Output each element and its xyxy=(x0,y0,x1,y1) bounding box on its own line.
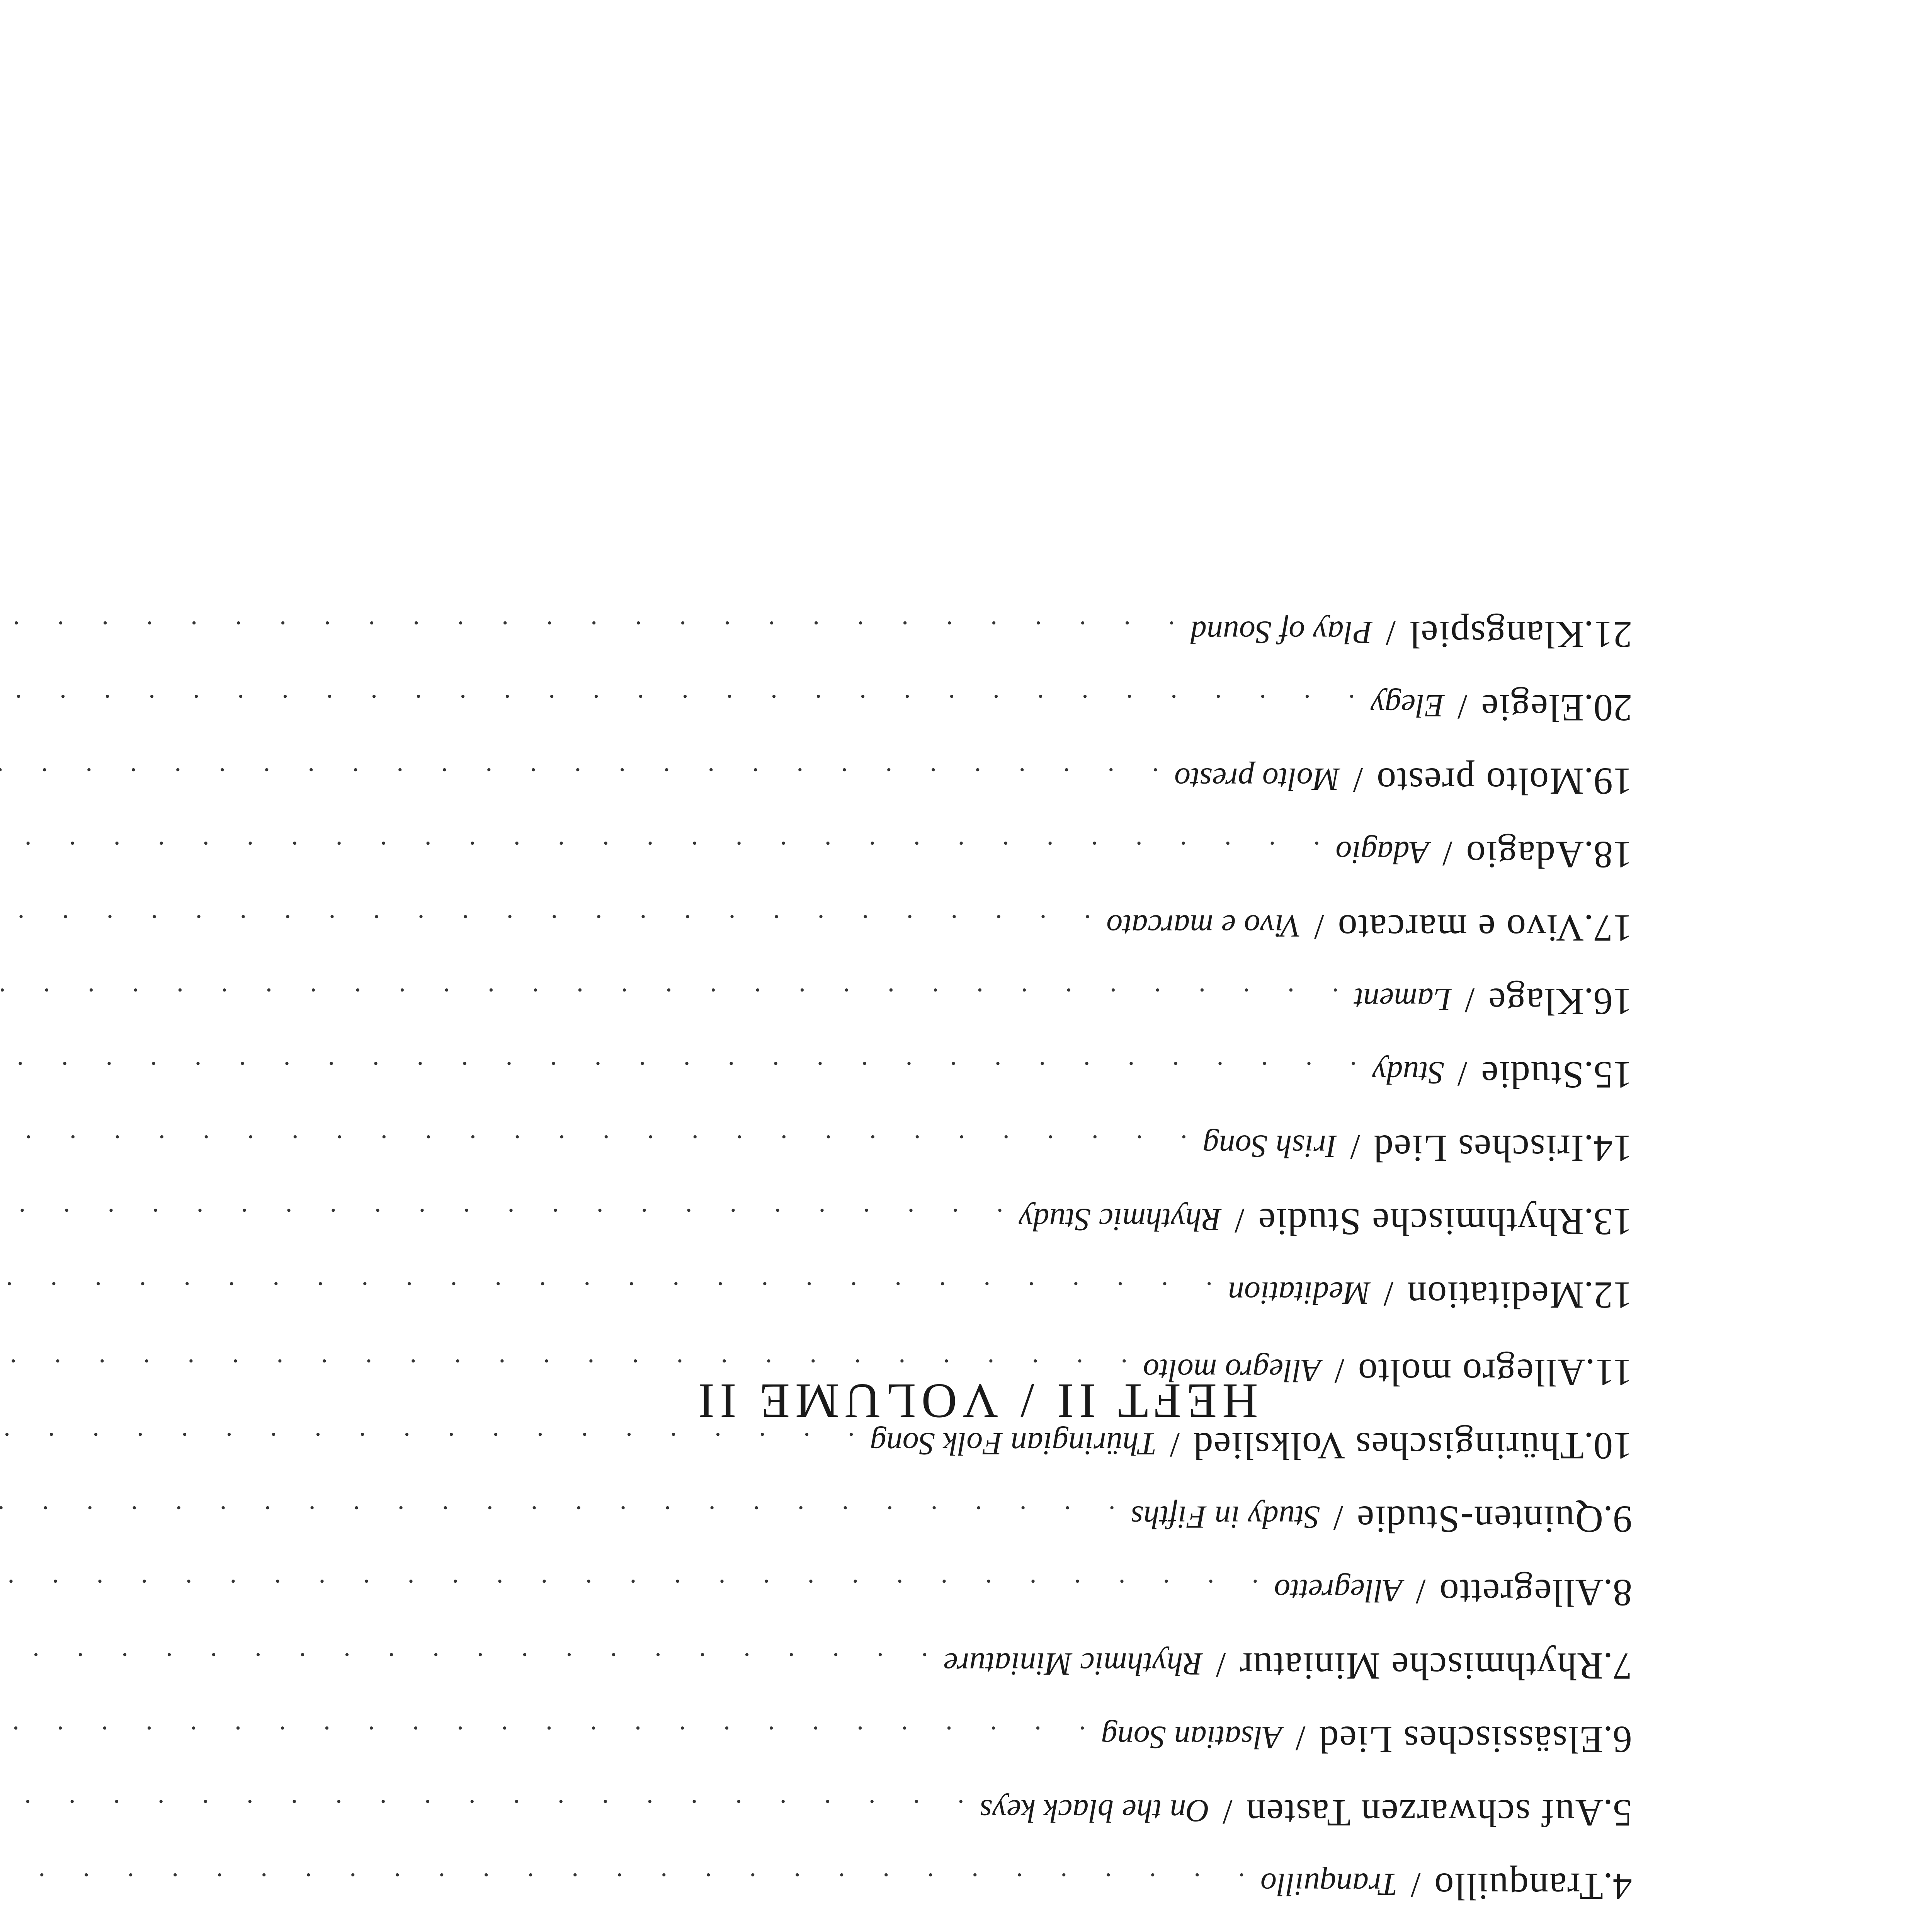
entry-separator: / xyxy=(1334,1352,1344,1391)
entry-separator: / xyxy=(1442,834,1452,874)
entry-title-german: Irisches Lied xyxy=(1373,1127,1584,1170)
entry-title-english: Irish Song xyxy=(1202,1128,1337,1164)
entry-title-english: Vivo e marcato xyxy=(1106,908,1301,944)
toc-entry xyxy=(372,1168,1632,1241)
entry-title-english: Alsatian Song xyxy=(1101,1719,1282,1755)
entry-title-german: Studie xyxy=(1480,1054,1584,1097)
entry-title-german: Rhythmische Studie xyxy=(1257,1201,1584,1243)
entry-number: 11. xyxy=(1585,1351,1632,1394)
entry-title-german: Rhythmische Miniatur xyxy=(1239,1645,1603,1688)
dot-leader xyxy=(0,1057,1357,1084)
entry-title-english: Rhythmic Miniature xyxy=(943,1646,1203,1682)
entry-title-english: Play of Sound xyxy=(1190,614,1373,650)
dot-leader xyxy=(0,764,1159,791)
entry-number: 4. xyxy=(1603,1865,1632,1908)
dot-leader xyxy=(0,690,1355,717)
entry-number: 16. xyxy=(1584,980,1632,1023)
entry-number: 10. xyxy=(1584,1425,1632,1468)
entry-number: 12. xyxy=(1584,1274,1632,1317)
toc-entry xyxy=(372,1539,1632,1612)
toc-entry xyxy=(372,1241,1632,1315)
toc-entry xyxy=(372,654,1632,730)
toc-entry xyxy=(372,727,1632,801)
toc-entry xyxy=(372,1465,1632,1539)
entry-number: 9. xyxy=(1603,1498,1632,1541)
entry-number: 8. xyxy=(1603,1571,1632,1614)
dot-leader xyxy=(0,1204,1003,1231)
entry-title-english: Study xyxy=(1372,1055,1444,1091)
entry-separator: / xyxy=(1333,1499,1343,1538)
entry-title-english: Lament xyxy=(1354,981,1452,1017)
entry-separator: / xyxy=(1464,981,1475,1020)
entry-number: 18. xyxy=(1584,833,1632,876)
dot-leader xyxy=(0,1869,1245,1896)
toc-entry xyxy=(372,1685,1632,1759)
entry-separator: / xyxy=(1223,1793,1233,1832)
entry-title-german: Tranquillo xyxy=(1434,1865,1603,1908)
volume-2-heading: HEFT II / VOLUME II xyxy=(692,1374,1258,1429)
entry-title-german: Elsässisches Lied xyxy=(1318,1718,1603,1761)
entry-title-english: Meditation xyxy=(1228,1275,1371,1311)
entry-separator: / xyxy=(1314,908,1324,947)
entry-number: 7. xyxy=(1603,1645,1632,1688)
toc-entry xyxy=(372,580,1632,654)
entry-separator: / xyxy=(1458,687,1468,727)
volume-2-section xyxy=(372,580,1632,1429)
toc-entry xyxy=(372,947,1632,1021)
entry-number: 15. xyxy=(1584,1054,1632,1097)
entry-title-english: Study in Fifths xyxy=(1131,1499,1320,1535)
entry-title-german: Vivo e marcato xyxy=(1337,907,1584,950)
entry-title-german: Allegro molto xyxy=(1357,1351,1585,1394)
entry-separator: / xyxy=(1353,761,1363,800)
entry-title-english: Tranquillo xyxy=(1260,1866,1398,1902)
entry-number: 19. xyxy=(1584,760,1632,803)
entry-number: 21. xyxy=(1584,613,1632,656)
entry-title-english: Thüringian Folk Song xyxy=(870,1426,1157,1462)
entry-separator: / xyxy=(1416,1572,1426,1612)
entry-title-english: Allegretto xyxy=(1274,1573,1403,1609)
dot-leader xyxy=(0,617,1175,644)
entry-title-german: Thüringisches Volkslied xyxy=(1193,1425,1584,1468)
entry-title-german: Adagio xyxy=(1465,833,1584,876)
dot-leader xyxy=(0,910,1091,937)
dot-leader xyxy=(0,1502,1115,1529)
entry-title-german: Molto presto xyxy=(1376,760,1584,803)
entry-title-german: Meditation xyxy=(1406,1274,1584,1317)
entry-separator: / xyxy=(1170,1425,1180,1465)
entry-number: 5. xyxy=(1603,1792,1632,1835)
toc-entry xyxy=(372,1612,1632,1688)
entry-separator: / xyxy=(1350,1128,1360,1167)
toc-entry xyxy=(372,1759,1632,1835)
dot-leader xyxy=(0,1575,1259,1602)
entry-title-english: Adagio xyxy=(1335,835,1430,871)
entry-separator: / xyxy=(1386,614,1396,653)
dot-leader xyxy=(0,1277,1213,1304)
dot-leader xyxy=(0,837,1320,864)
entry-title-german: Klage xyxy=(1488,980,1584,1023)
dot-leader xyxy=(0,984,1339,1011)
entry-title-english: On the black keys xyxy=(980,1793,1210,1829)
toc-entry xyxy=(372,1094,1632,1168)
toc-entry xyxy=(372,1021,1632,1097)
entry-title-german: Auf schwarzen Tasten xyxy=(1245,1792,1603,1835)
dot-leader xyxy=(0,1428,855,1455)
entry-separator: / xyxy=(1383,1275,1394,1314)
entry-title-english: Elegy xyxy=(1370,688,1445,724)
entry-number: 14. xyxy=(1584,1127,1632,1170)
entry-title-german: Allegretto xyxy=(1439,1571,1603,1614)
entry-number: 6. xyxy=(1603,1718,1632,1761)
entry-number: 13. xyxy=(1584,1201,1632,1243)
toc-entry xyxy=(372,1906,1632,1932)
dot-leader xyxy=(0,1795,964,1822)
dot-leader xyxy=(0,1722,1086,1749)
toc-entry xyxy=(372,874,1632,950)
entry-number: 17. xyxy=(1584,907,1632,950)
toc-entry xyxy=(372,801,1632,874)
toc-entry xyxy=(372,1832,1632,1906)
volume-2-toc-list xyxy=(372,580,1632,1315)
dot-leader xyxy=(0,1648,928,1675)
entry-separator: / xyxy=(1216,1646,1226,1685)
entry-separator: / xyxy=(1235,1201,1245,1241)
entry-separator: / xyxy=(1457,1054,1468,1094)
entry-title-german: Klangspiel xyxy=(1408,613,1584,656)
entry-title-english: Allegro molto xyxy=(1143,1352,1321,1388)
entry-title-german: Elegie xyxy=(1480,687,1584,730)
entry-separator: / xyxy=(1295,1719,1306,1759)
entry-title-english: Rhythmic Study xyxy=(1019,1202,1222,1238)
dot-leader xyxy=(0,1131,1187,1158)
entry-title-german: Quinten-Studie xyxy=(1356,1498,1603,1541)
entry-number: 20. xyxy=(1584,687,1632,730)
entry-separator: / xyxy=(1410,1866,1421,1905)
entry-title-english: Molto presto xyxy=(1174,761,1340,797)
